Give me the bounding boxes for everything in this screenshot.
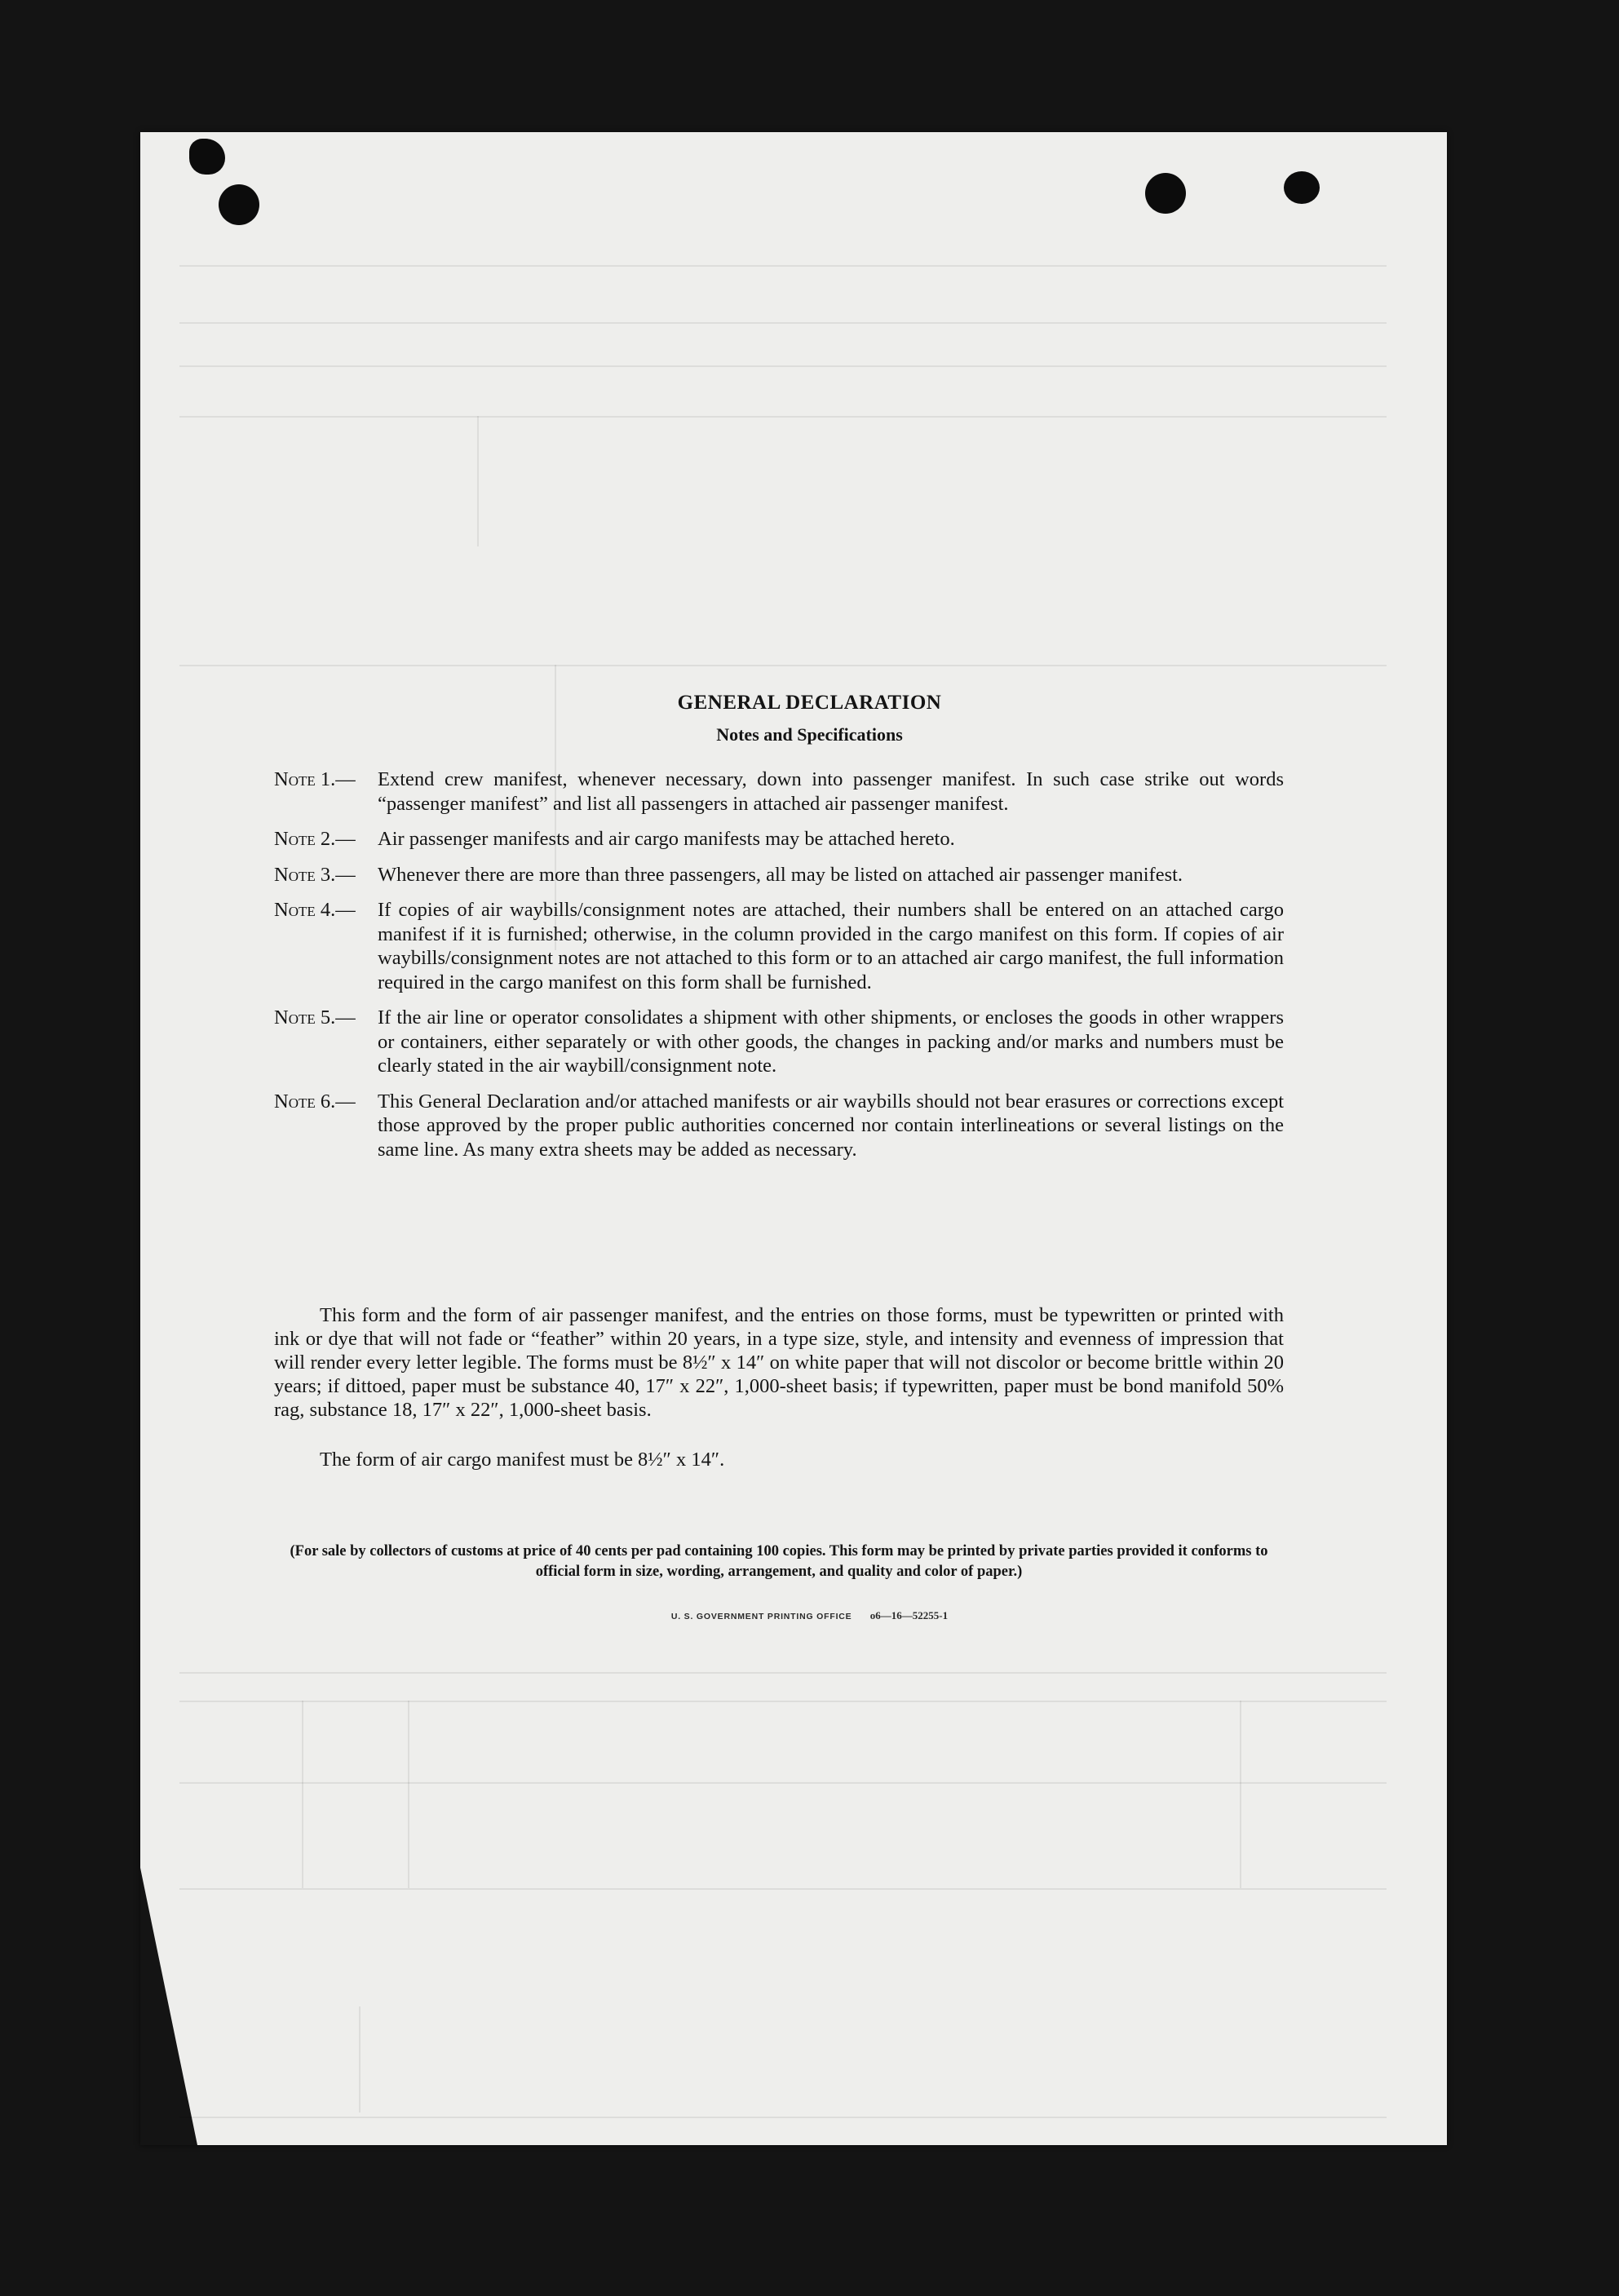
note-label: Note 3.— [274,863,356,886]
page-title: GENERAL DECLARATION [677,692,942,714]
note-label: Note 1.— [274,768,356,790]
note-3 [274,863,1284,887]
note-label: Note 2.— [274,828,356,850]
note-4 [274,898,1284,994]
note-label: Note 4.— [274,899,356,921]
note-text: Air passenger manifests and air cargo manifests may be attached hereto. [378,828,955,850]
form-specifications-paragraph: This form and the form of air passenger manifest, and the entries on those forms, must be typewritten or printed with ink or dye that will not fade or “feather” within 20 years, in a type size, style, and intensity and evenness of impression that will render every letter legible. The forms must be 8½″ x 14″ on white paper that will not discolor or become brittle within 20 years; if dittoed, paper must be substance 40, 17″ x 22″, 1,000-sheet basis; if typewritten, paper must be bond manifold 50% rag, substance 18, 17″ x 22″, 1,000-sheet basis. [274,1304,1284,1421]
torn-staple-mark [189,139,225,175]
note-5 [274,1006,1284,1078]
note-text: If copies of air waybills/consignment notes are attached, their numbers shall be entered on an attached cargo manifest if it is furnished; otherwise, in the column provided in the cargo manifest on this form. If copies of air waybills/consignment notes are not attached to this form or to an attached air cargo manifest, the full information required in the cargo manifest on this form shall be furnished. [378,899,1284,993]
printer-name: U. S. GOVERNMENT PRINTING OFFICE [670,1612,852,1621]
note-2 [274,827,1284,852]
note-1 [274,768,1284,816]
punch-hole-left [219,184,259,225]
page-subtitle: Notes and Specifications [716,724,903,745]
printer-code: o6—16—52255-1 [869,1609,949,1621]
notes-list [274,768,1284,1173]
printer-imprint [0,1609,1619,1622]
note-text: If the air line or operator consolidates a shipment with other shipments, or encloses the goods in other wrappers or containers, either separately or with other goods, the changes in packing and/or marks and numbers must be clearly stated in the air waybill/consignment note. [378,1006,1284,1077]
punch-hole-far-right [1284,171,1320,204]
cargo-manifest-size-note: The form of air cargo manifest must be 8½″ x 14″. [320,1449,725,1471]
note-label: Note 5.— [274,1006,356,1029]
note-text: This General Declaration and/or attached manifests or air waybills should not bear erasures or corrections except those approved by the proper public authorities concerned nor contain interlineations or several listings on the same line. As many extra sheets may be added as necessary. [378,1090,1284,1161]
note-text: Whenever there are more than three passengers, all may be listed on attached air passenger manifest. [378,863,1183,886]
note-6 [274,1090,1284,1162]
note-text: Extend crew manifest, whenever necessary, down into passenger manifest. In such case strike out words “passenger manifest” and list all passengers in attached air passenger manifest. [378,768,1284,815]
note-label: Note 6.— [274,1090,356,1113]
sale-notice: (For sale by collectors of customs at price of 40 cents per pad containing 100 copies. This form may be printed by private parties provided it conforms to official form in size, wording, arrangement, and quality and color of paper.) [290,1543,1268,1580]
punch-hole-right [1145,173,1186,214]
torn-corner [140,1868,197,2145]
